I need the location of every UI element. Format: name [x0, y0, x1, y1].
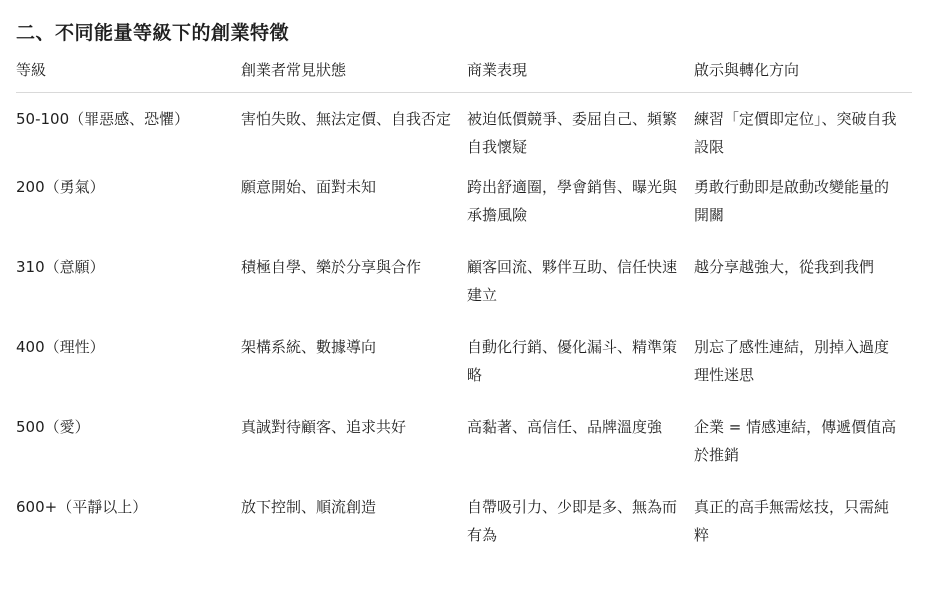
cell-business-performance: 顧客回流、夥伴互助、信任快速建立	[467, 258, 678, 304]
cell-founder-state: 害怕失敗、無法定價、自我否定	[241, 110, 452, 128]
header-business-performance: 商業表現	[467, 60, 694, 93]
header-level: 等級	[16, 60, 241, 93]
cell-level: 400（理性）	[16, 338, 105, 356]
cell-business-performance: 高黏著、高信任、品牌溫度強	[467, 418, 663, 436]
table-row	[16, 333, 912, 413]
cell-level: 50-100（罪惡感、恐懼）	[16, 110, 190, 128]
table-row	[16, 493, 912, 573]
table-row	[16, 93, 912, 174]
cell-business-performance: 自帶吸引力、少即是多、無為而有為	[467, 498, 678, 544]
table-row	[16, 173, 912, 253]
cell-founder-state: 真誠對待顧客、追求共好	[241, 418, 407, 436]
table-header-row	[16, 60, 912, 93]
cell-founder-state: 願意開始、面對未知	[241, 178, 377, 196]
energy-level-table	[16, 60, 912, 573]
cell-business-performance: 跨出舒適圈，學會銷售、曝光與承擔風險	[467, 178, 678, 224]
cell-founder-state: 放下控制、順流創造	[241, 498, 377, 516]
cell-level: 500（愛）	[16, 418, 90, 436]
header-founder-state: 創業者常見狀態	[241, 60, 467, 93]
cell-founder-state: 積極自學、樂於分享與合作	[241, 258, 422, 276]
cell-level: 310（意願）	[16, 258, 105, 276]
cell-business-performance: 被迫低價競爭、委屈自己、頻繁自我懷疑	[467, 110, 678, 156]
cell-founder-state: 架構系統、數據導向	[241, 338, 377, 356]
cell-business-performance: 自動化行銷、優化漏斗、精準策略	[467, 338, 678, 384]
cell-insight-direction: 別忘了感性連結，別掉入過度理性迷思	[694, 338, 890, 384]
header-insight-direction: 啟示與轉化方向	[694, 60, 912, 93]
cell-insight-direction: 真正的高手無需炫技，只需純粹	[694, 498, 890, 544]
cell-insight-direction: 勇敢行動即是啟動改變能量的開關	[694, 178, 890, 224]
cell-insight-direction: 練習「定價即定位」、突破自我設限	[694, 110, 897, 156]
cell-insight-direction: 越分享越強大，從我到我們	[694, 258, 875, 276]
cell-level: 600+（平靜以上）	[16, 498, 148, 516]
cell-level: 200（勇氣）	[16, 178, 105, 196]
table-row	[16, 253, 912, 333]
section-heading: 二、不同能量等級下的創業特徵	[16, 22, 290, 44]
cell-insight-direction: 企業 = 情感連結，傳遞價值高於推銷	[694, 418, 897, 464]
table-row	[16, 413, 912, 493]
